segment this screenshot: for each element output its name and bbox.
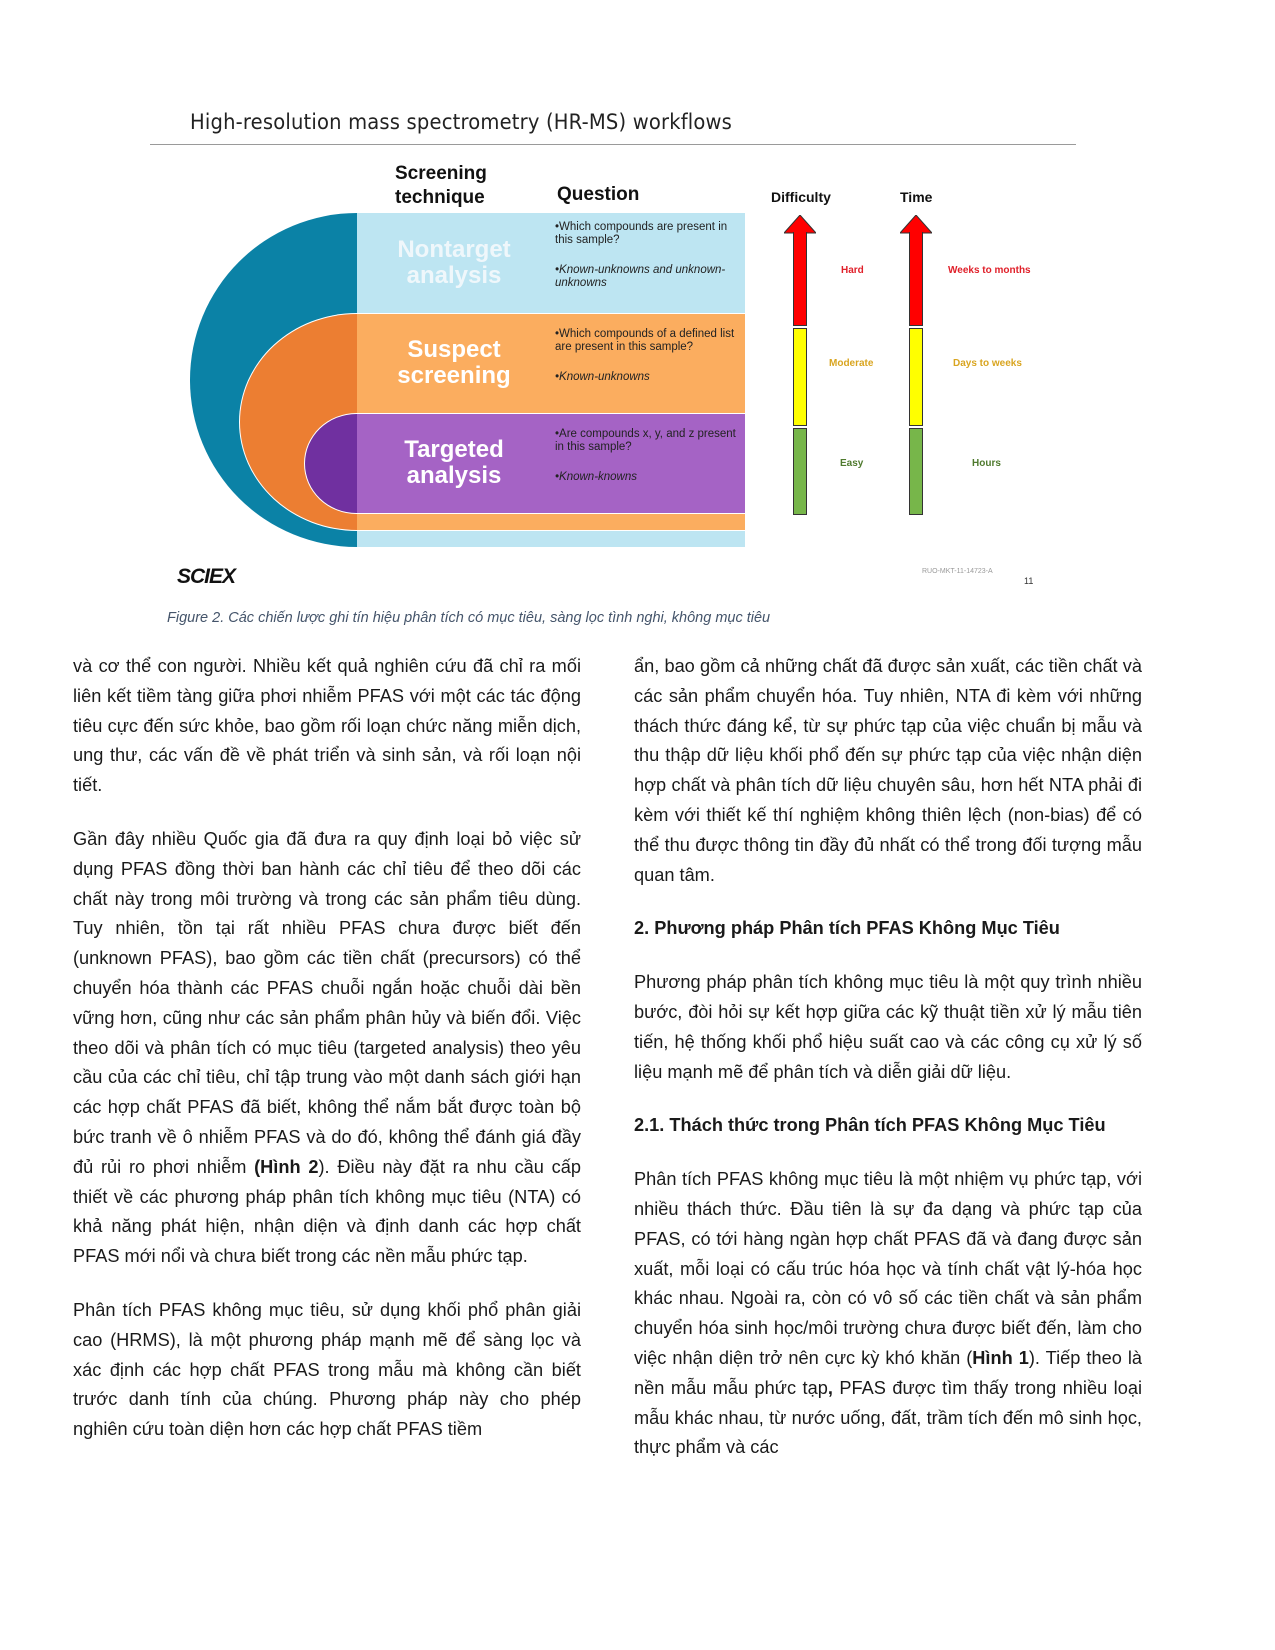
time-arrow-icon (900, 215, 932, 515)
header-screening-technique (395, 162, 487, 210)
type-suspect: •Known-unknowns (555, 371, 650, 383)
technique-label: analysis (406, 462, 502, 489)
header-question: Question (557, 184, 640, 205)
figure-reference: (Hình 2 (254, 1156, 319, 1177)
technique-suspect (354, 337, 554, 389)
header-time: Time (900, 189, 933, 205)
paragraph-text: Phân tích PFAS không mục tiêu là một nhiệm vụ phức tạp, với nhiều thách thức. Đầu tiên là sự đa dạng và phức tạp của PFAS, có tới hàng ngàn hợp chất PFAS đã và đang được sản xuất, mỗi loại có cấu trúc hóa học và tính chất vật lý-hóa học khác nhau. Ngoài ra, còn có vô số các tiền chất và sản phẩm chuyển hóa sinh học/môi trường chưa được biết đến, làm cho việc nhận diện trở nên cực kỳ khó khăn ( (634, 1169, 1142, 1368)
type-nontarget: •Known-unknowns and unknown-unknowns (555, 264, 726, 289)
question-targeted: •Are compounds x, y, and z present in this sample? (555, 428, 736, 453)
figure-reference: Hình 1 (972, 1347, 1029, 1368)
time-days-to-weeks: Days to weeks (953, 358, 1022, 369)
paragraph-text: ). Tiếp theo là nền mẫu mẫu phức tạp (634, 1347, 1142, 1398)
technique-label: screening (397, 362, 511, 389)
paragraph: ẩn, bao gồm cả những chất đã được sản xuất, các tiền chất và các sản phẩm chuyển hóa. Tuy nhiên, NTA đi kèm với những thách thức đáng kể, từ sự phức tạp của việc chuẩn bị mẫu và thu thập dữ liệu khối phổ đến sự phức tạp của việc nhận diện hợp chất và phân tích dữ liệu chuyên sâu, hơn hết NTA phải đi kèm với thiết kế thí nghiệm không thiên lệch (non-bias) để có thể thu được thông tin đầy đủ nhất có thể trong đối tượng mẫu quan tâm. (634, 656, 1142, 885)
bold-comma: , (827, 1377, 833, 1398)
paragraph-text: Gần đây nhiều Quốc gia đã đưa ra quy định loại bỏ việc sử dụng PFAS đồng thời ban hành các chỉ tiêu để theo dõi các chất này trong môi trường và trong các sản phẩm tiêu dùng. Tuy nhiên, tồn tại rất nhiều PFAS chưa được biết đến (unknown PFAS), bao gồm các tiền chất (precursors) có thể chuyển hóa thành các PFAS chuỗi ngắn hoặc chuỗi dài bền vững hơn, cũng như các sản phẩm phân hủy và biến đổi. Việc theo dõi và phân tích có mục tiêu (targeted analysis) theo yêu cầu của các chỉ tiêu, chỉ tập trung vào một danh sách giới hạn các hợp chất PFAS đã biết, không thể nắm bắt được toàn bộ bức tranh về ô nhiễm PFAS và do đó, không thể đánh giá đầy đủ rủi ro phơi nhiễm (73, 828, 581, 1177)
technique-label: Targeted (404, 436, 504, 463)
question-suspect: •Which compounds of a defined list are present in this sample? (555, 328, 735, 353)
paragraph-text: PFAS được tìm thấy trong nhiều loại mẫu khác nhau, từ nước uống, đất, trầm tích đến mô sinh học, thực phẩm và các (634, 1377, 1142, 1458)
type-targeted: •Known-knowns (555, 471, 638, 483)
figure-caption: Figure 2. Các chiến lược ghi tín hiệu phân tích có mục tiêu, sàng lọc tình nghi, không mục tiêu (167, 610, 771, 626)
paragraph: và cơ thể con người. Nhiều kết quả nghiên cứu đã chỉ ra mối liên kết tiềm tàng giữa phơi nhiễm PFAS với một các tác động tiêu cực đến sức khỏe, bao gồm rối loạn chức năng miễn dịch, ung thư, các vấn đề về phát triển và sinh sản, và rối loạn nội tiết. (73, 656, 581, 796)
difficulty-moderate: Moderate (829, 358, 874, 369)
technique-label: Nontarget (397, 236, 511, 263)
slide-number: 11 (1024, 576, 1034, 586)
paragraph (634, 1165, 1142, 1463)
difficulty-arrow-icon (784, 215, 816, 515)
question-nontarget: •Which compounds are present in this sample? (555, 221, 728, 246)
document-code: RUO-MKT-11-14723-A (922, 568, 993, 575)
section-heading: 2. Phương pháp Phân tích PFAS Không Mục Tiêu (634, 918, 1060, 939)
technique-targeted (354, 437, 554, 489)
time-hours: Hours (972, 458, 1001, 469)
sciex-logo: SCIEX (177, 565, 236, 588)
paragraph-text: ). Điều này đặt ra nhu cầu cấp thiết về các phương pháp phân tích không mục tiêu (NTA) có khả năng phát hiện, nhận diện và định danh các hợp chất PFAS mới nổi và chưa biết trong các nền mẫu phức tạp. (73, 1156, 581, 1267)
subsection-heading: 2.1. Thách thức trong Phân tích PFAS Không Mục Tiêu (634, 1115, 1106, 1136)
header-technique-line1: Screening (395, 163, 487, 184)
technique-nontarget (354, 237, 554, 289)
figure-title-divider (150, 144, 1076, 145)
left-column (73, 652, 581, 1445)
header-technique-line2: technique (395, 187, 485, 208)
difficulty-hard: Hard (841, 265, 864, 276)
suspect-bottom-band (357, 514, 745, 530)
paragraph: Phân tích PFAS không mục tiêu, sử dụng khối phổ phân giải cao (HRMS), là một phương pháp mạnh mẽ để sàng lọc và xác định các hợp chất PFAS trong mẫu mà không cần biết trước danh tính của chúng. Phương pháp này cho phép nghiên cứu toàn diện hơn các hợp chất PFAS tiềm (73, 1299, 581, 1440)
paragraph: Phương pháp phân tích không mục tiêu là một quy trình nhiều bước, đòi hỏi sự kết hợp giữa các kỹ thuật tiền xử lý mẫu tiên tiến, hệ thống khối phổ hiệu suất cao và các công cụ xử lý số liệu mạnh mẽ để phân tích và diễn giải dữ liệu. (634, 972, 1142, 1082)
nontarget-bottom-band (357, 531, 745, 547)
difficulty-easy: Easy (840, 458, 864, 469)
time-weeks-to-months: Weeks to months (948, 265, 1031, 276)
paragraph (73, 825, 581, 1272)
right-column (634, 652, 1142, 1463)
technique-label: analysis (406, 262, 502, 289)
technique-label: Suspect (407, 336, 501, 363)
header-difficulty: Difficulty (771, 189, 831, 205)
figure-title: High-resolution mass spectrometry (HR-MS) workflows (190, 110, 733, 134)
